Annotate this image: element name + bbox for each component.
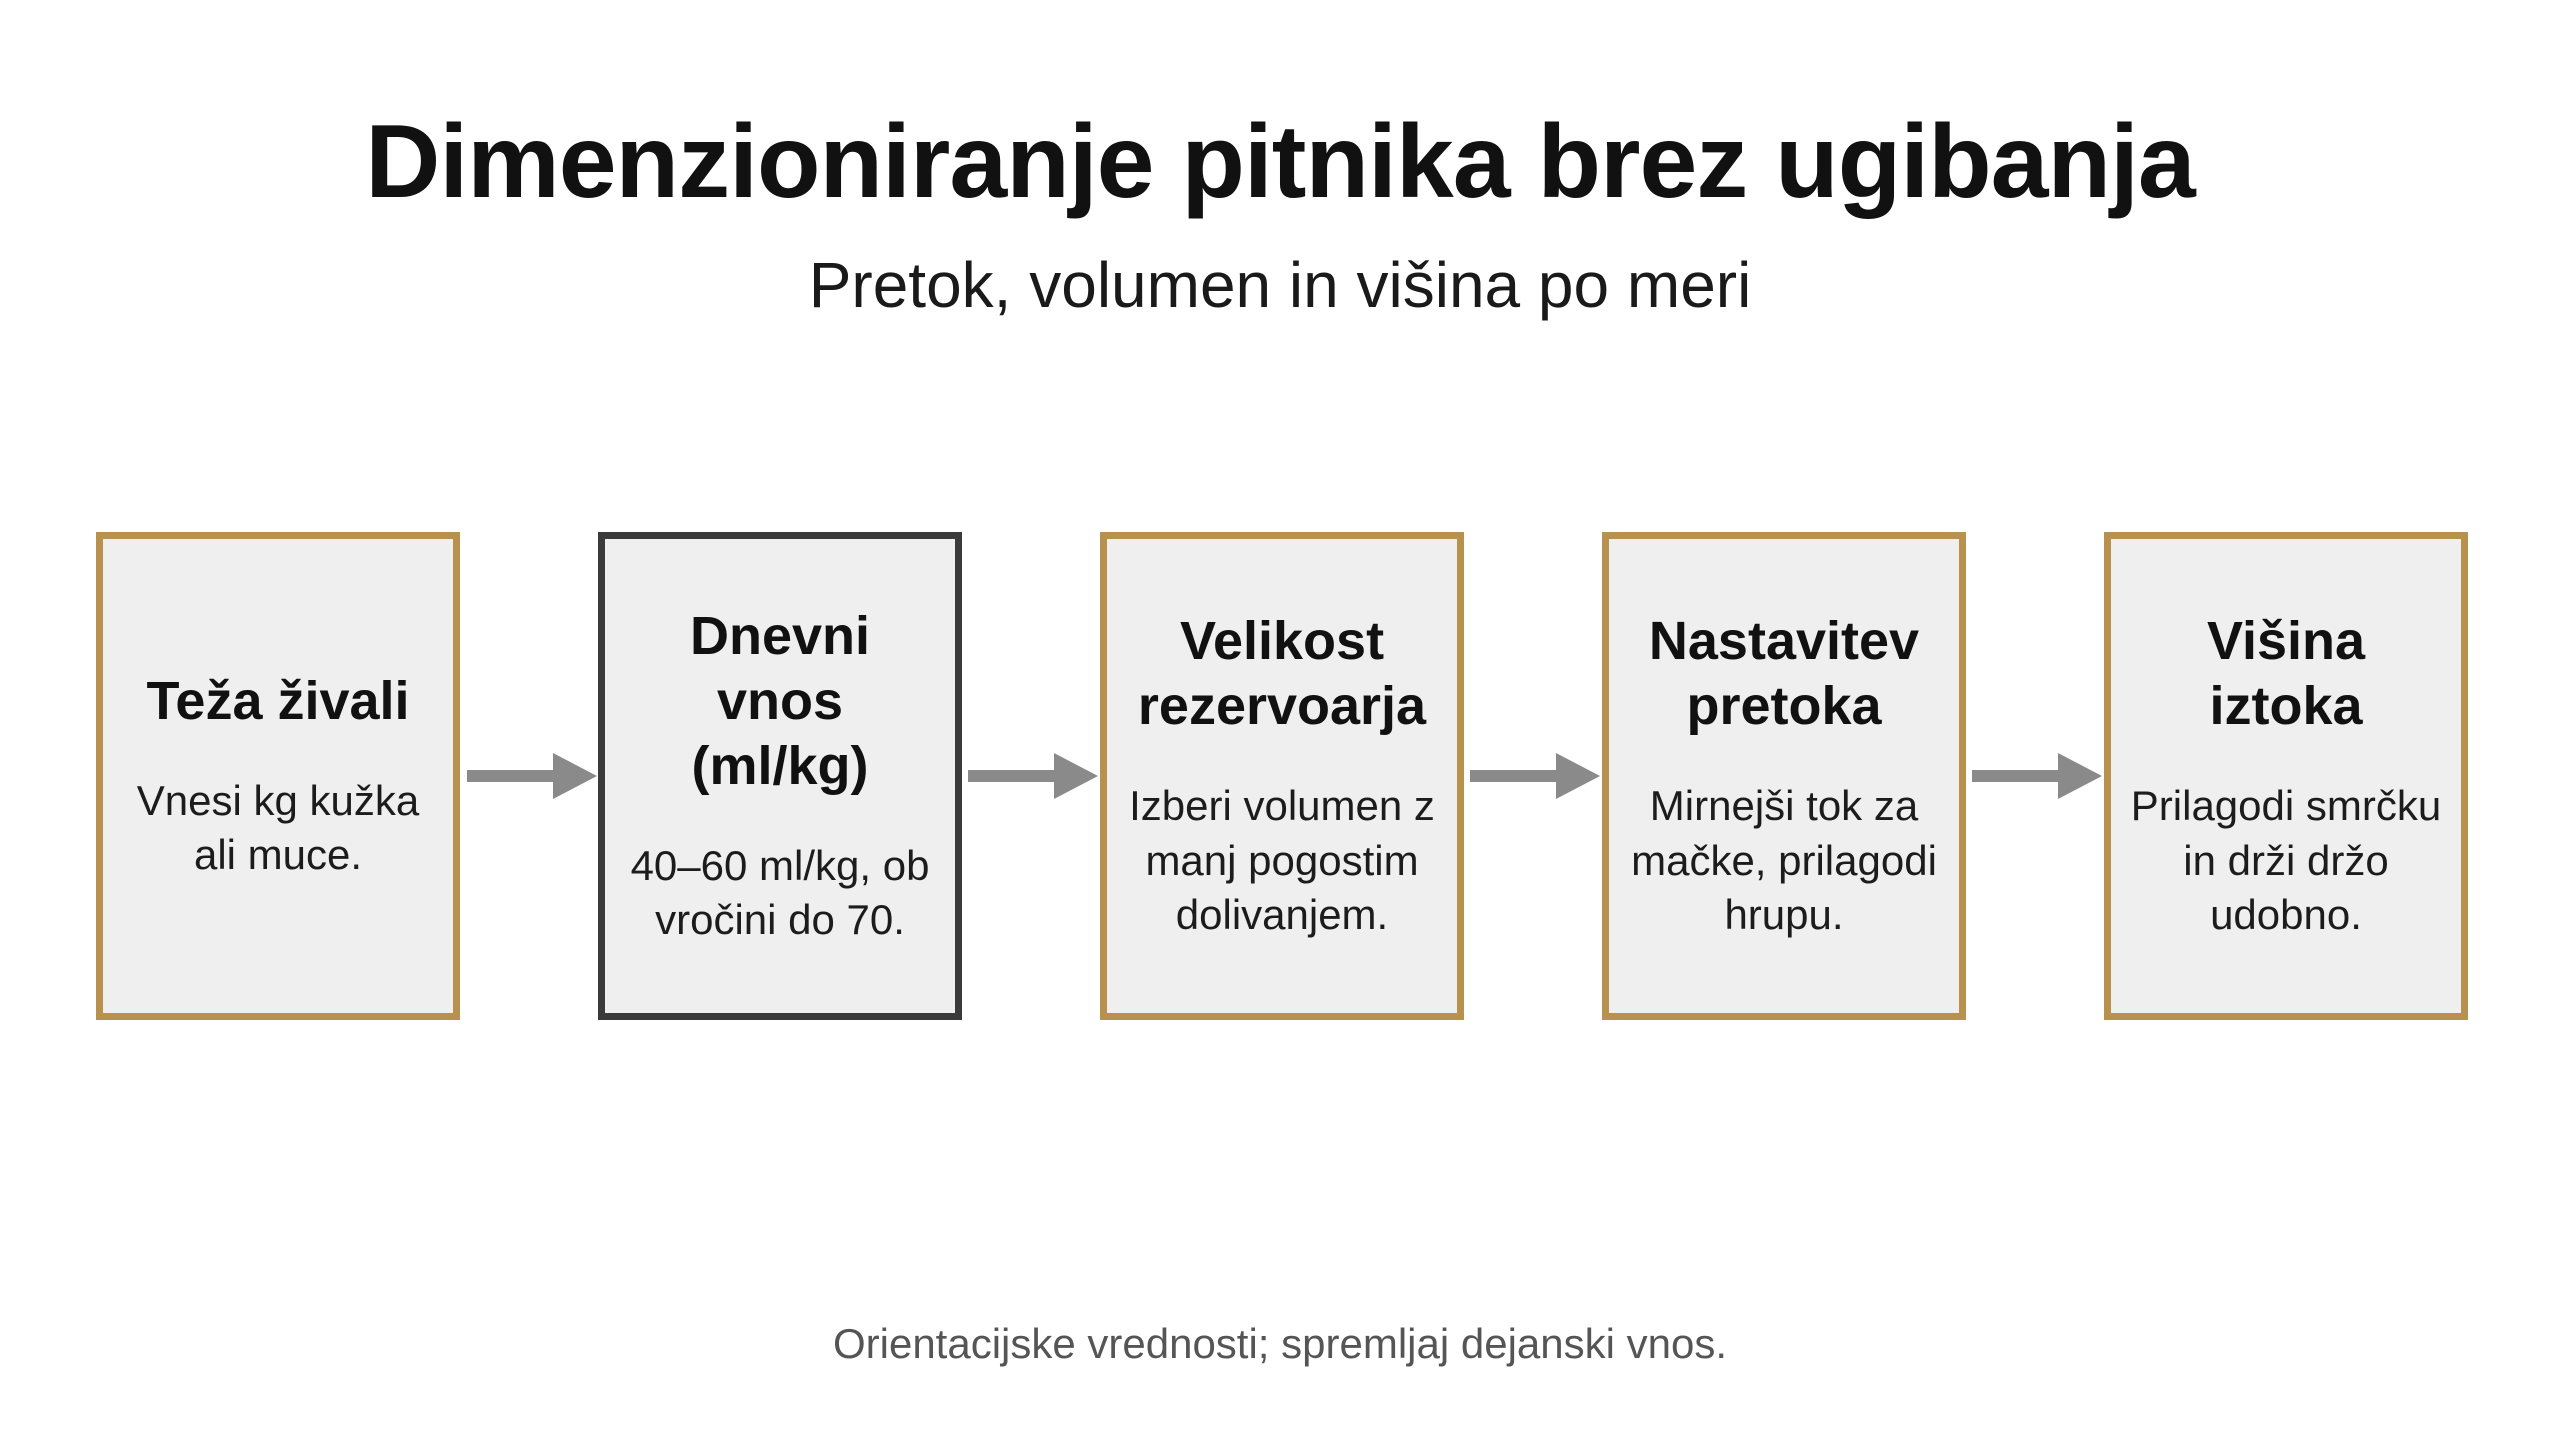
- step-description: Mirnejši tok za mačke, prilagodi hrupu.: [1631, 781, 1937, 939]
- step-title: Teža živali: [146, 671, 410, 731]
- page-subtitle: Pretok, volumen in višina po meri: [808, 249, 1752, 321]
- step-description: Izberi volumen z manj pogostim dolivanjem.: [1129, 781, 1435, 939]
- step-box-daily-intake: [598, 532, 962, 1020]
- footnote: Orientacijske vrednosti; spremljaj dejanski vnos.: [832, 1320, 1728, 1367]
- step-box-animal-weight: [96, 532, 460, 1020]
- step-title: Višina iztoka: [2206, 611, 2366, 737]
- right-arrow-icon: [1972, 753, 2102, 799]
- step-description: Prilagodi smrčku in drži držo udobno.: [2130, 781, 2442, 939]
- right-arrow-icon: [968, 753, 1098, 799]
- step-box-flow-setting: [1602, 532, 1966, 1020]
- step-description: 40–60 ml/kg, ob vročini do 70.: [630, 841, 930, 944]
- step-title: Velikost rezervoarja: [1137, 611, 1427, 737]
- step-box-tank-size: [1100, 532, 1464, 1020]
- right-arrow-icon: [1470, 753, 1600, 799]
- step-box-spout-height: [2104, 532, 2468, 1020]
- right-arrow-icon: [467, 753, 597, 799]
- step-title: Dnevni vnos (ml/kg): [689, 606, 871, 796]
- step-title: Nastavitev pretoka: [1648, 611, 1920, 737]
- page-title: Dimenzioniranje pitnika brez ugibanja: [365, 104, 2195, 220]
- step-description: Vnesi kg kužka ali muce.: [136, 776, 420, 879]
